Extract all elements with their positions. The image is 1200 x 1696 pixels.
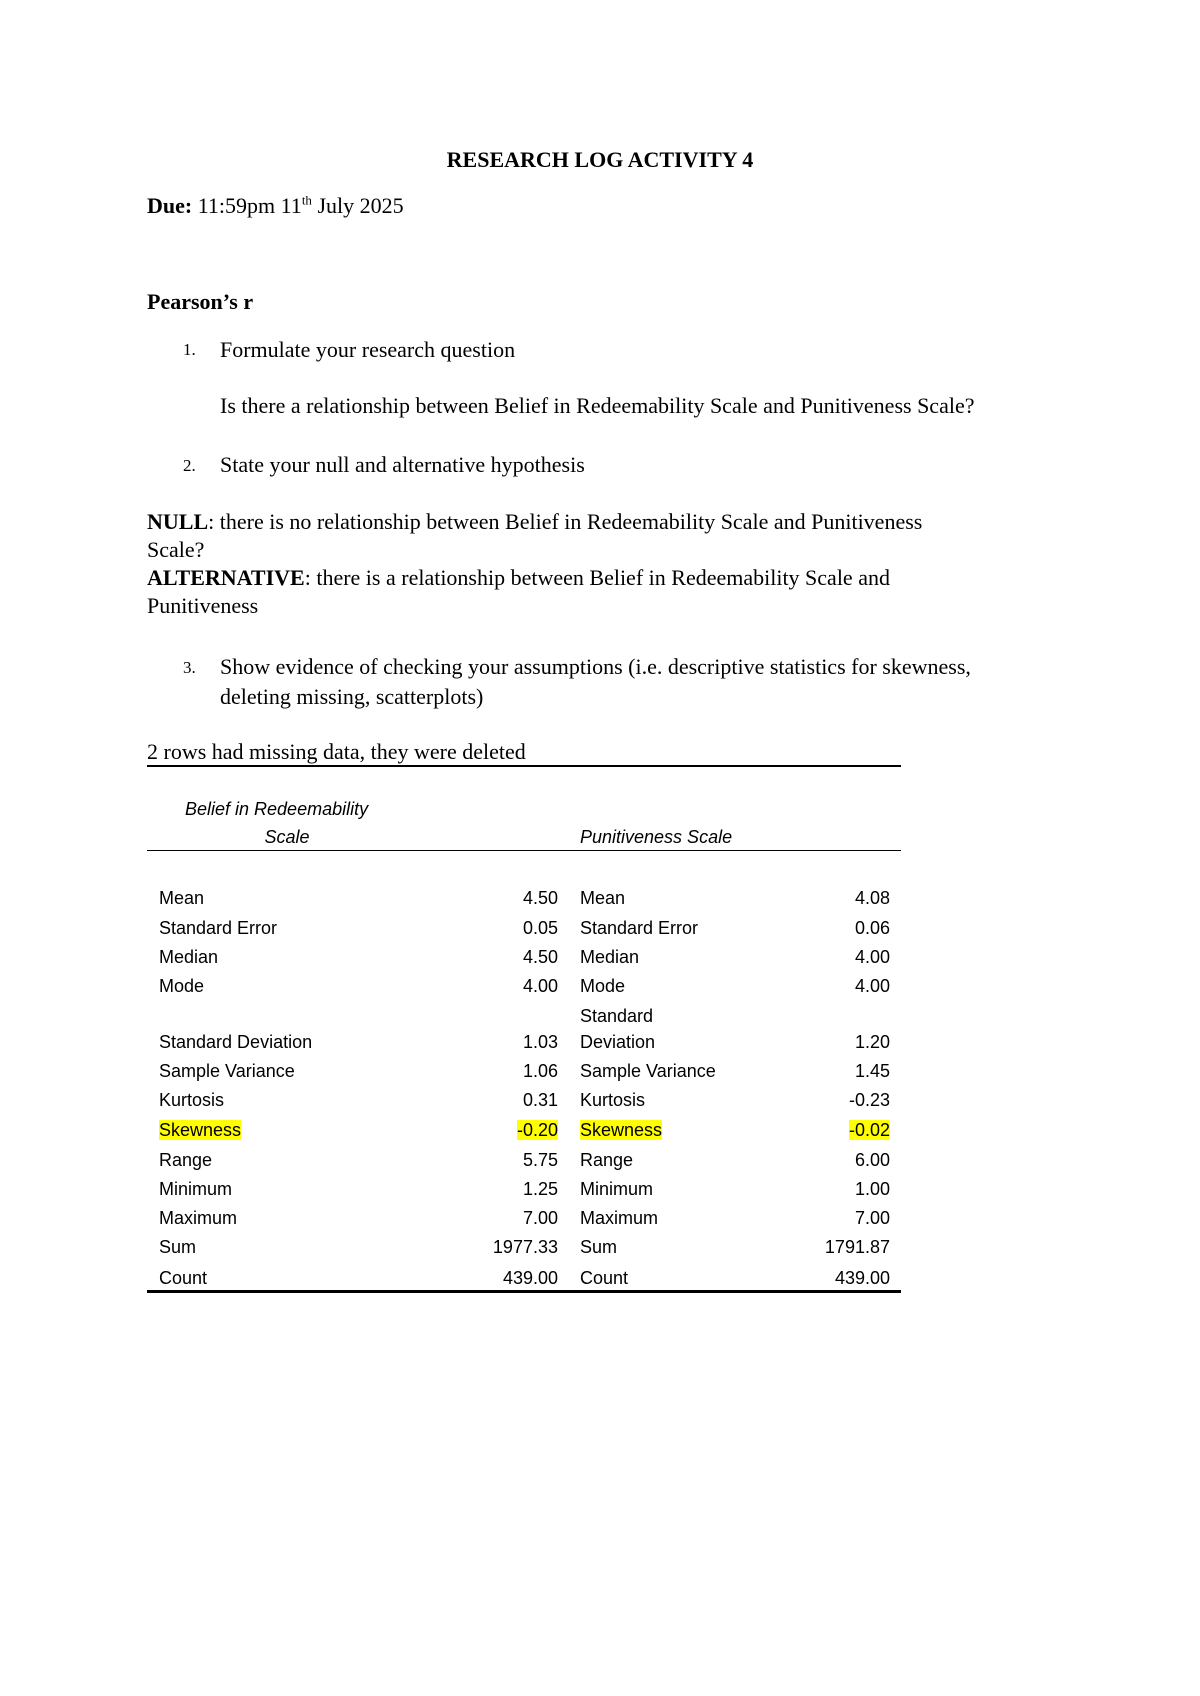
right-stat-label-highlight: Skewness [580, 1120, 663, 1140]
left-stat-value: 439.00 [502, 1268, 558, 1288]
right-stat-label: Standard [580, 1006, 654, 1026]
left-stat-value: 4.00 [522, 976, 558, 996]
right-stat-label: Standard Error [580, 918, 699, 938]
alt-text: : there is a relationship between Belief in Redeemability Scale and [304, 565, 890, 590]
table-top-rule [147, 765, 901, 767]
right-stat-value: 1.00 [854, 1179, 890, 1199]
null-hypothesis-line2: Scale? [147, 537, 205, 562]
left-stat-value: 1.25 [522, 1179, 558, 1199]
left-stat-value [440, 1120, 558, 1141]
right-stat-label [580, 1120, 662, 1141]
left-stat-label: Mode [159, 976, 205, 996]
null-text: : there is no relationship between Belief in Redeemability Scale and Punitiveness [208, 509, 923, 534]
right-stat-value: 1.20 [854, 1032, 890, 1052]
right-stat-label: Mean [580, 888, 626, 908]
right-stat-label-cont: Deviation [580, 1032, 656, 1052]
left-stat-label: Count [159, 1268, 208, 1288]
missing-data-note: 2 rows had missing data, they were deleted [147, 739, 526, 764]
left-stat-label: Standard Deviation [159, 1032, 313, 1052]
left-stat-label: Median [159, 947, 219, 967]
right-stat-value: 6.00 [854, 1150, 890, 1170]
alt-hypothesis-line2: Punitiveness [147, 593, 259, 618]
left-stat-value: 0.05 [522, 918, 558, 938]
left-table-header-line1: Belief in Redeemability [185, 799, 369, 819]
null-label: NULL [147, 509, 209, 534]
left-stat-label: Minimum [159, 1179, 233, 1199]
table-bottom-rule [147, 1290, 901, 1293]
left-stat-label-highlight: Skewness [159, 1120, 242, 1140]
question-3-text-line1: Show evidence of checking your assumptions (i.e. descriptive statistics for skewness, [220, 654, 971, 679]
left-stat-label [159, 1120, 241, 1141]
due-date-rest: July 2025 [311, 193, 404, 218]
left-stat-label: Sum [159, 1237, 197, 1257]
left-stat-value: 1.03 [522, 1032, 558, 1052]
table-header-rule [147, 850, 901, 851]
page-title: RESEARCH LOG ACTIVITY 4 [446, 147, 754, 172]
right-stat-value: 4.08 [854, 888, 890, 908]
left-stat-label: Kurtosis [159, 1090, 225, 1110]
null-hypothesis-line1 [147, 509, 922, 535]
question-1-text: Formulate your research question [220, 337, 516, 362]
alt-hypothesis-line1 [147, 565, 890, 591]
right-stat-value: -0.23 [848, 1090, 890, 1110]
left-stat-label: Mean [159, 888, 205, 908]
right-stat-value: 439.00 [834, 1268, 890, 1288]
right-stat-value: 7.00 [854, 1208, 890, 1228]
left-stat-label: Maximum [159, 1208, 238, 1228]
left-stat-value: 4.50 [522, 947, 558, 967]
left-stat-value-highlight: -0.20 [516, 1120, 558, 1140]
left-stat-value: 1977.33 [492, 1237, 558, 1257]
right-stat-label: Median [580, 947, 640, 967]
list-number-3: 3. [183, 658, 196, 677]
alt-label: ALTERNATIVE [147, 565, 305, 590]
right-stat-value: 1.45 [854, 1061, 890, 1081]
question-2-text: State your null and alternative hypothesis [220, 452, 585, 477]
right-stat-label: Kurtosis [580, 1090, 646, 1110]
left-stat-value: 0.31 [522, 1090, 558, 1110]
right-stat-value: 0.06 [854, 918, 890, 938]
right-stat-value: 4.00 [854, 947, 890, 967]
right-stat-label: Mode [580, 976, 626, 996]
right-stat-value [770, 1120, 890, 1141]
right-stat-label: Sample Variance [580, 1061, 716, 1081]
due-label: Due: [147, 193, 193, 218]
left-stat-value: 7.00 [522, 1208, 558, 1228]
left-stat-value: 4.50 [522, 888, 558, 908]
left-stat-label: Sample Variance [159, 1061, 295, 1081]
question-3-text-line2: deleting missing, scatterplots) [220, 684, 484, 709]
right-stat-label: Count [580, 1268, 629, 1288]
right-stat-label: Maximum [580, 1208, 659, 1228]
right-stat-value-highlight: -0.02 [848, 1120, 890, 1140]
due-line [147, 193, 404, 219]
right-stat-value: 4.00 [854, 976, 890, 996]
right-stat-value: 1791.87 [824, 1237, 890, 1257]
right-stat-label: Sum [580, 1237, 618, 1257]
right-stat-label: Range [580, 1150, 634, 1170]
right-table-header: Punitiveness Scale [580, 827, 733, 847]
right-stat-label: Minimum [580, 1179, 654, 1199]
left-stat-label: Standard Error [159, 918, 278, 938]
list-number-2: 2. [183, 456, 196, 475]
left-table-header-line2: Scale [264, 827, 310, 847]
section-heading: Pearson’s r [147, 289, 254, 314]
left-stat-value: 5.75 [522, 1150, 558, 1170]
due-time: 11:59pm 11 [192, 193, 302, 218]
left-stat-label: Range [159, 1150, 213, 1170]
list-number-1: 1. [183, 340, 196, 359]
due-superscript: th [301, 192, 312, 208]
research-question-answer: Is there a relationship between Belief in Redeemability Scale and Punitiveness Scale? [220, 393, 975, 418]
left-stat-value: 1.06 [522, 1061, 558, 1081]
